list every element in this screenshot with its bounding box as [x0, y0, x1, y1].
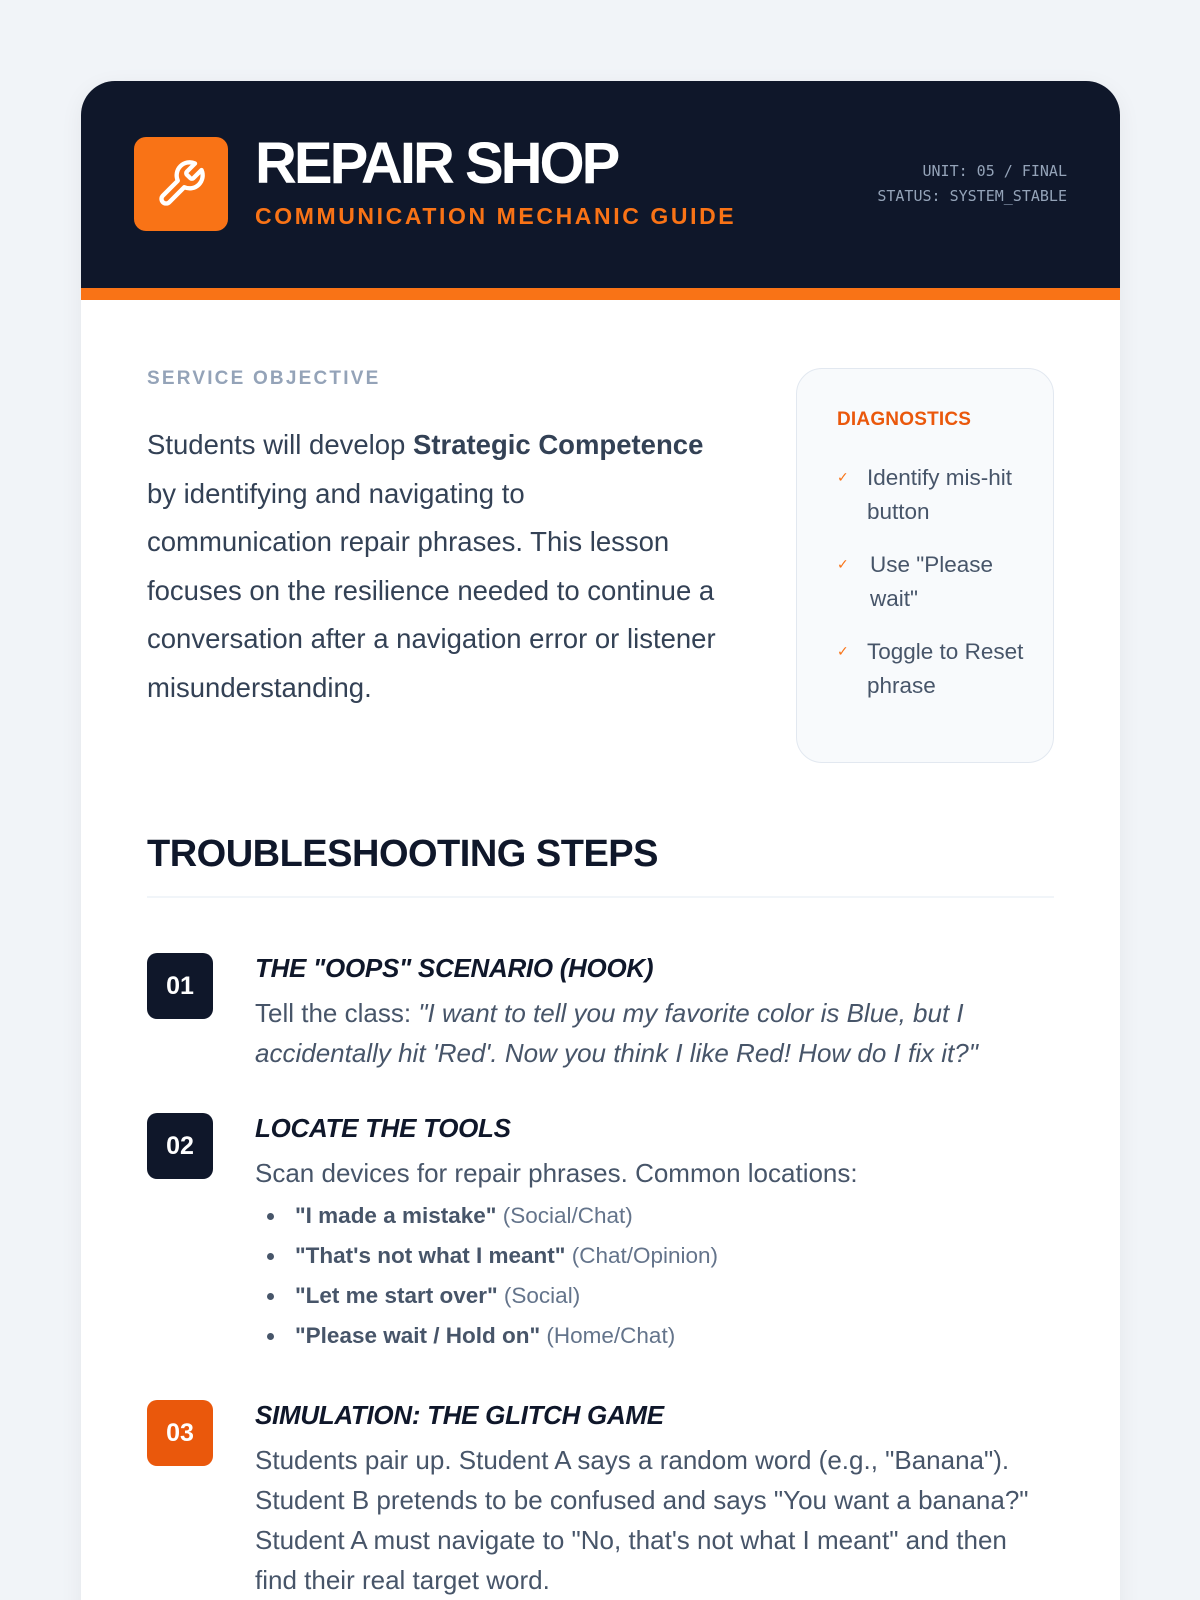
diagnostics-item [837, 548, 1037, 615]
check-icon: ✓ [837, 556, 849, 572]
tool-location: (Social/Chat) [502, 1203, 633, 1228]
objective-text-strong: Strategic Competence [413, 429, 704, 460]
step-heading: LOCATE THE TOOLS [255, 1113, 511, 1143]
diagnostics-item-label: Identify mis-hit button [867, 465, 1013, 524]
divider [147, 896, 1054, 898]
list-item [255, 1316, 718, 1356]
status-label: STATUS: SYSTEM_STABLE [877, 187, 1067, 205]
guide-card [81, 81, 1120, 1600]
step-intro: Tell the class: [255, 998, 419, 1028]
step-heading: SIMULATION: THE GLITCH GAME [255, 1400, 664, 1430]
step-body: Scan devices for repair phrases. Common locations: [255, 1158, 858, 1188]
tools-list [255, 1196, 718, 1356]
check-icon: ✓ [837, 469, 849, 485]
page-title: REPAIR SHOP [255, 131, 618, 196]
steps-title: TROUBLESHOOTING STEPS [147, 833, 658, 875]
step-number: 01 [147, 953, 213, 1019]
objective-text-before: Students will develop [147, 429, 413, 460]
wrench-icon [155, 158, 207, 210]
objective-text-after: by identifying and navigating to communication repair phrases. This lesson focuses on the resilience needed to continue a conversation after a navigation error or listener misunderstanding. [147, 477, 716, 703]
diagnostics-item [837, 461, 1037, 528]
unit-label: UNIT: 05 / FINAL [922, 162, 1067, 180]
check-icon: ✓ [837, 643, 849, 659]
tool-phrase: "I made a mistake" [295, 1203, 497, 1228]
step-heading: THE "OOPS" SCENARIO (HOOK) [255, 953, 654, 983]
step-number: 02 [147, 1113, 213, 1179]
list-item [255, 1276, 718, 1316]
tool-phrase: "Let me start over" [295, 1283, 498, 1308]
diagnostics-item-label: Toggle to Reset phrase [867, 639, 1024, 698]
objective-label: SERVICE OBJECTIVE [147, 368, 381, 389]
step-body [255, 993, 1055, 1073]
tool-phrase: "That's not what I meant" [295, 1243, 566, 1268]
diagnostics-panel [796, 368, 1054, 763]
list-item [255, 1236, 718, 1276]
page-subtitle: COMMUNICATION MECHANIC GUIDE [255, 203, 737, 229]
diagnostics-item-label: Use "Please wait" [870, 552, 994, 611]
diagnostics-item [837, 635, 1037, 702]
diagnostics-title: DIAGNOSTICS [837, 409, 972, 430]
list-item [255, 1196, 718, 1236]
tool-phrase: "Please wait / Hold on" [295, 1323, 541, 1348]
tool-location: (Social) [503, 1283, 581, 1308]
objective-text [147, 421, 717, 712]
tool-location: (Home/Chat) [546, 1323, 676, 1348]
step-body: Students pair up. Student A says a random word (e.g., "Banana"). Student B pretends to be confused and says "You want a banana?" Student A must navigate to "No, that's not what I meant" and then find their real target word. [255, 1445, 1029, 1595]
logo-badge [134, 137, 228, 231]
step-number: 03 [147, 1400, 213, 1466]
step-quote: "I want to tell you my favorite color is Blue, but I accidentally hit 'Red'. Now you think I like Red! How do I fix it?" [255, 998, 978, 1068]
header [81, 81, 1120, 300]
tool-location: (Chat/Opinion) [571, 1243, 719, 1268]
unit-meta [877, 159, 1067, 209]
